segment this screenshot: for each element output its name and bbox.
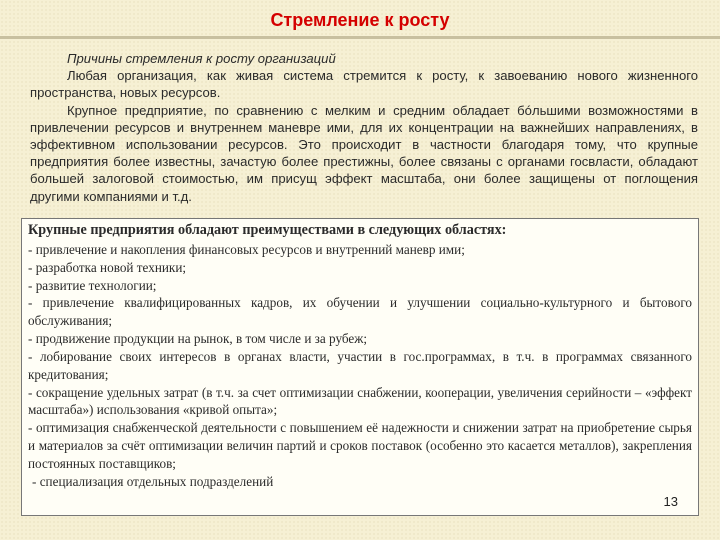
intro-section (30, 50, 698, 205)
list-item: - сокращение удельных затрат (в т.ч. за счет оптимизации снабжении, кооперации, увеличения серийности – «эффект масштаба») использования «кривой опыта»; (28, 384, 692, 418)
list-item: - оптимизация снабженческой деятельности с повышением её надежности и снижении затрат на приобретение сырья и материалов за счёт оптимизации величин партий и сроков поставок (особенно это касается металлов), закрепления постоянных поставщиков; (28, 420, 692, 471)
slide-title: Стремление к росту (270, 10, 450, 30)
list-item: - развитие технологии; (28, 277, 157, 293)
list-item: - привлечение квалифицированных кадров, их обучении и улучшении социально-культурного и бытового обслуживания; (28, 295, 692, 329)
intro-paragraph-2: Крупное предприятие, по сравнению с мелким и средним обладает бóльшими возможностями в привлечении ресурсов и внутреннем маневре ими, для их концентрации на важнейших направлениях, в эффективном использовании ресурсов. Это происходит в частности благодаря тому, что крупные предприятия более известны, зачастую более престижны, более связаны с органами госвласти, обладают большей залоговой стоимостью, им присущ эффект масштаба, они более защищены от поглощения другими компаниями и т.д. (30, 102, 698, 204)
advantages-box (21, 218, 699, 516)
intro-heading: Причины стремления к росту организаций (67, 51, 336, 66)
advantages-heading: Крупные предприятия обладают преимуществами в следующих областях: (28, 222, 507, 238)
advantages-list (28, 241, 692, 491)
list-item: - лобирование своих интересов в органах власти, участии в гос.программах, в т.ч. в программах связанного кредитования; (28, 348, 692, 382)
list-item: - продвижение продукции на рынок, в том числе и за рубеж; (28, 331, 368, 347)
list-item: - привлечение и накопления финансовых ресурсов и внутренний маневр ими; (28, 241, 465, 257)
intro-paragraph-1: Любая организация, как живая система стремится к росту, к завоеванию нового жизненного пространства, новых ресурсов. (30, 68, 698, 101)
page-number: 13 (663, 494, 678, 510)
list-item: - специализация отдельных подразделений (32, 473, 274, 489)
list-item: - разработка новой техники; (28, 259, 187, 275)
title-divider (0, 36, 720, 39)
